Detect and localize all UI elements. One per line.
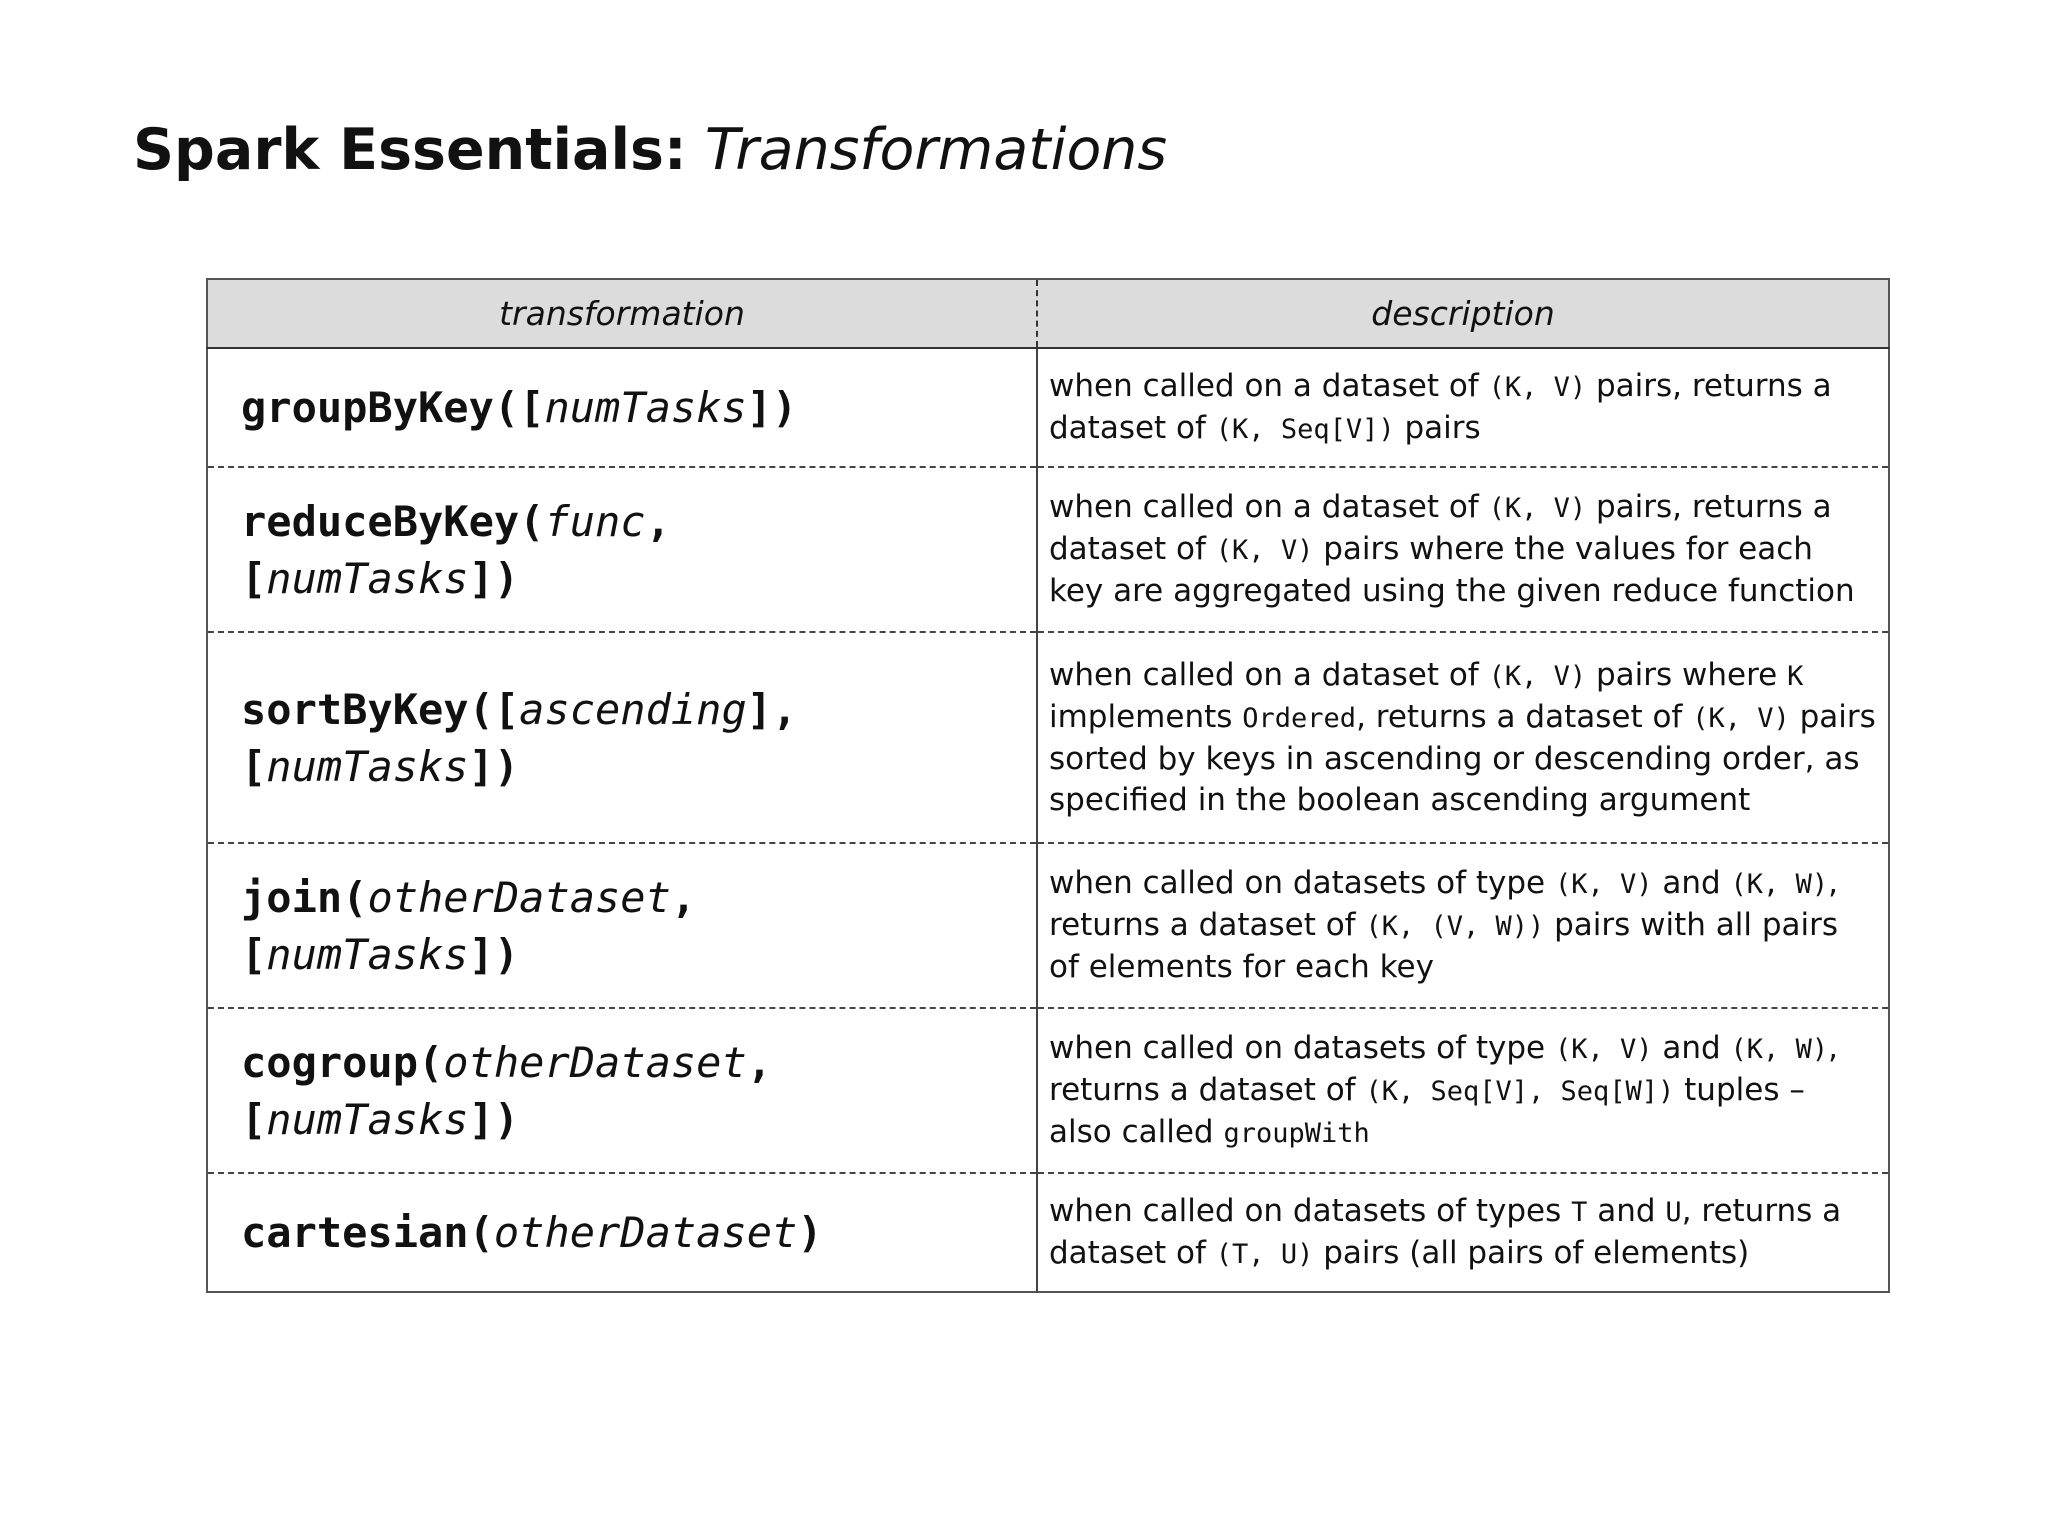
description-text: tuples – also called — [1049, 1071, 1805, 1150]
description-code: (K, (V, W)) — [1365, 911, 1545, 942]
description-text: pairs where the values for each key are aggregated using the given reduce function — [1049, 531, 1855, 609]
signature-code: join( — [241, 872, 368, 922]
description-text: and — [1587, 1192, 1666, 1229]
table-row — [207, 1008, 1889, 1173]
description-text: pairs, returns a dataset of — [1049, 489, 1832, 567]
slide-title-italic: Transformations — [704, 117, 1168, 183]
slide-title-bold: Spark Essentials: — [133, 117, 687, 183]
description-code: (K, V) — [1554, 1033, 1653, 1065]
signature-code: ]) — [468, 1094, 520, 1144]
description-code: groupWith — [1223, 1117, 1370, 1149]
signature-parameter: otherDataset — [367, 872, 671, 922]
signature-code: ], — [746, 684, 798, 734]
signature-code: [ — [241, 741, 267, 791]
description-text: when called on datasets of type — [1049, 1029, 1555, 1066]
description-code: (K, Seq[V]) — [1215, 413, 1395, 445]
transformation-signature — [207, 1008, 1037, 1173]
signature-code: ]) — [746, 383, 798, 432]
description-text: and — [1652, 865, 1731, 901]
table-row — [207, 632, 1889, 843]
signature-code: ) — [797, 1208, 823, 1257]
description-code: (K, V) — [1488, 493, 1587, 524]
description-code: T — [1571, 1196, 1588, 1228]
signature-code: groupByKey([ — [241, 383, 545, 432]
transformation-description — [1037, 632, 1889, 843]
transformations-table — [206, 278, 1890, 1293]
description-text: pairs with all pairs of elements for each key — [1049, 907, 1839, 985]
transformation-signature — [207, 1173, 1037, 1292]
description-text: pairs, returns a dataset of — [1049, 367, 1832, 446]
column-header-description: description — [1037, 279, 1889, 348]
description-text: pairs where — [1586, 656, 1788, 693]
signature-code: [ — [241, 1094, 267, 1144]
description-code: (K, V) — [1692, 702, 1790, 734]
description-text: pairs (all pairs of elements) — [1313, 1234, 1750, 1271]
description-code: (K, V) — [1554, 869, 1653, 900]
description-text: , returns a dataset of — [1049, 865, 1838, 943]
signature-parameter: numTasks — [266, 1094, 469, 1144]
transformation-description — [1037, 843, 1889, 1008]
table-row — [207, 843, 1889, 1008]
signature-code: , — [746, 1037, 773, 1087]
signature-code: , — [670, 872, 697, 922]
description-text: when called on a dataset of — [1049, 367, 1489, 404]
description-code: (K, W) — [1730, 1033, 1829, 1065]
description-text: when called on datasets of type — [1049, 865, 1555, 901]
signature-code: reduceByKey( — [241, 496, 545, 546]
description-code: Ordered — [1242, 702, 1357, 734]
description-text: when called on a dataset of — [1049, 489, 1489, 525]
description-text: , returns a dataset of — [1049, 1192, 1842, 1271]
signature-code: ]) — [468, 553, 520, 603]
signature-parameter: numTasks — [266, 553, 469, 603]
description-text: pairs sorted by keys in ascending or descending order, as specified in the boolean ascending argument — [1049, 698, 1876, 818]
signature-parameter: func — [544, 496, 646, 546]
description-code: (K, Seq[V], Seq[W]) — [1365, 1075, 1675, 1107]
signature-parameter: otherDataset — [443, 1037, 747, 1087]
signature-parameter: ascending — [519, 684, 747, 734]
transformation-description — [1037, 348, 1889, 467]
signature-code: ]) — [468, 741, 520, 791]
description-code: (K, V) — [1215, 535, 1314, 566]
signature-code: [ — [241, 553, 267, 603]
signature-parameter: numTasks — [266, 929, 469, 979]
column-header-transformation: transformation — [207, 279, 1037, 348]
description-code: (K, V) — [1488, 660, 1587, 692]
slide-title — [133, 105, 1167, 195]
signature-code: cartesian( — [241, 1208, 494, 1257]
description-text: , returns a dataset of — [1356, 698, 1693, 735]
description-text: when called on a dataset of — [1049, 656, 1489, 693]
transformation-signature — [207, 843, 1037, 1008]
table-row — [207, 467, 1889, 632]
signature-code: cogroup( — [241, 1037, 444, 1087]
transformation-description — [1037, 1008, 1889, 1173]
signature-code: [ — [241, 929, 267, 979]
description-code: (K, V) — [1488, 371, 1587, 403]
transformation-description — [1037, 467, 1889, 632]
table-row — [207, 348, 1889, 467]
transformation-signature — [207, 348, 1037, 467]
signature-parameter: numTasks — [266, 741, 469, 791]
table-header-row — [207, 279, 1889, 348]
description-text: when called on datasets of types — [1049, 1192, 1572, 1229]
transformation-signature — [207, 467, 1037, 632]
signature-parameter: otherDataset — [493, 1208, 798, 1257]
description-text: pairs — [1394, 409, 1481, 446]
description-code: U — [1665, 1196, 1682, 1228]
signature-code: , — [645, 496, 671, 546]
table-row — [207, 1173, 1889, 1292]
signature-code: ]) — [468, 929, 520, 979]
transformation-description — [1037, 1173, 1889, 1292]
description-code: K — [1787, 660, 1804, 692]
description-text: , returns a dataset of — [1049, 1029, 1838, 1108]
description-code: (T, U) — [1215, 1238, 1314, 1270]
description-text: and — [1652, 1029, 1731, 1066]
signature-parameter: numTasks — [544, 383, 747, 432]
signature-code: sortByKey([ — [241, 684, 520, 734]
transformation-signature — [207, 632, 1037, 843]
description-code: (K, W) — [1730, 869, 1829, 900]
description-text: implements — [1049, 698, 1243, 735]
